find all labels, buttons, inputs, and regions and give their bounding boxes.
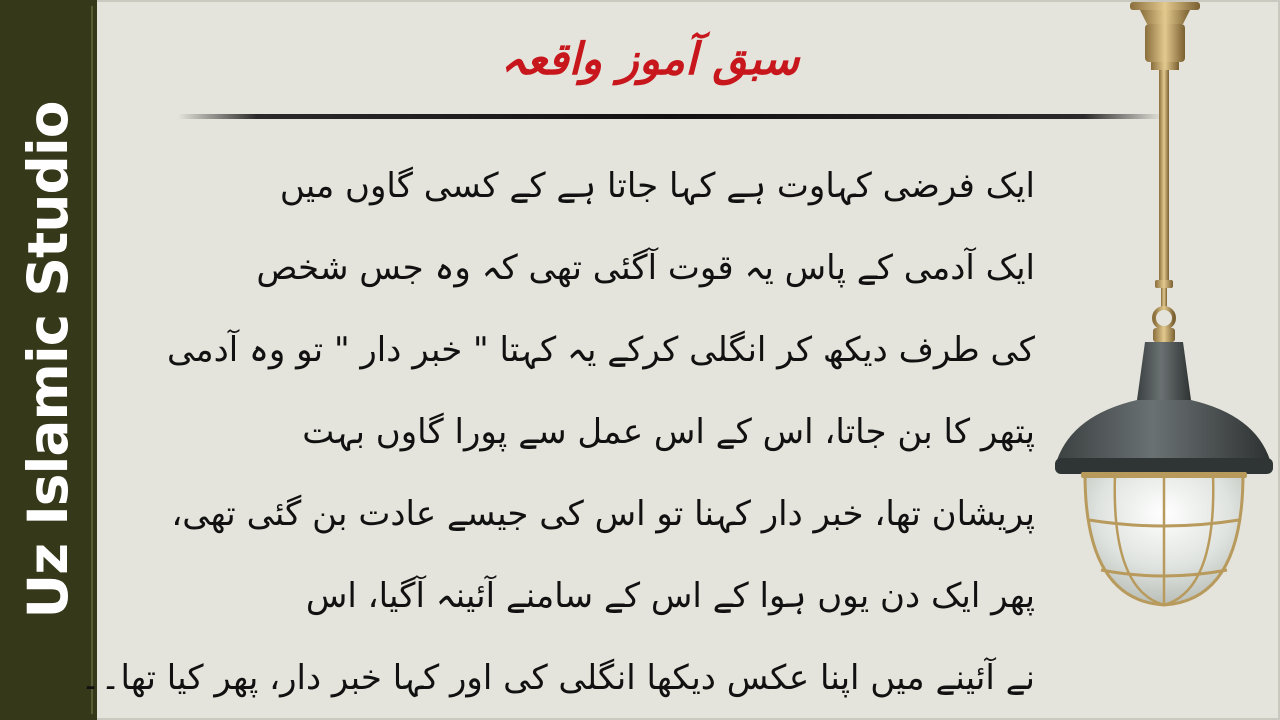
story-line: ایک فرضی کہاوت ہے کہا جاتا ہے کے کسی گاوں میں	[279, 166, 1035, 206]
channel-name: Uz Islamic Studio	[16, 101, 80, 619]
story-line: ایک آدمی کے پاس یہ قوت آگئی تھی کہ وہ جس شخص	[256, 248, 1035, 288]
title-divider	[178, 114, 1163, 119]
story-line: نے آئینے میں اپنا عکس دیکھا انگلی کی اور کہا خبر دار، پھر کیا تھا۔۔	[80, 658, 1035, 698]
story-text	[80, 145, 1035, 719]
story-line: پھر ایک دن یوں ہوا کے اس کے سامنے آئینہ آگیا، اس	[305, 576, 1035, 616]
story-line: پتھر کا بن جاتا، اس کے اس عمل سے پورا گاوں بہت	[302, 412, 1035, 452]
pendant-lamp-icon	[1045, 0, 1280, 620]
story-line: کی طرف دیکھ کر انگلی کرکے یہ کہتا " خبر دار " تو وہ آدمی	[167, 330, 1035, 370]
brand-sidebar	[0, 0, 97, 720]
page-title: سبق آموز واقعہ	[500, 34, 800, 85]
story-line: پریشان تھا، خبر دار کہنا تو اس کی جیسے عادت بن گئی تھی،	[171, 494, 1035, 534]
